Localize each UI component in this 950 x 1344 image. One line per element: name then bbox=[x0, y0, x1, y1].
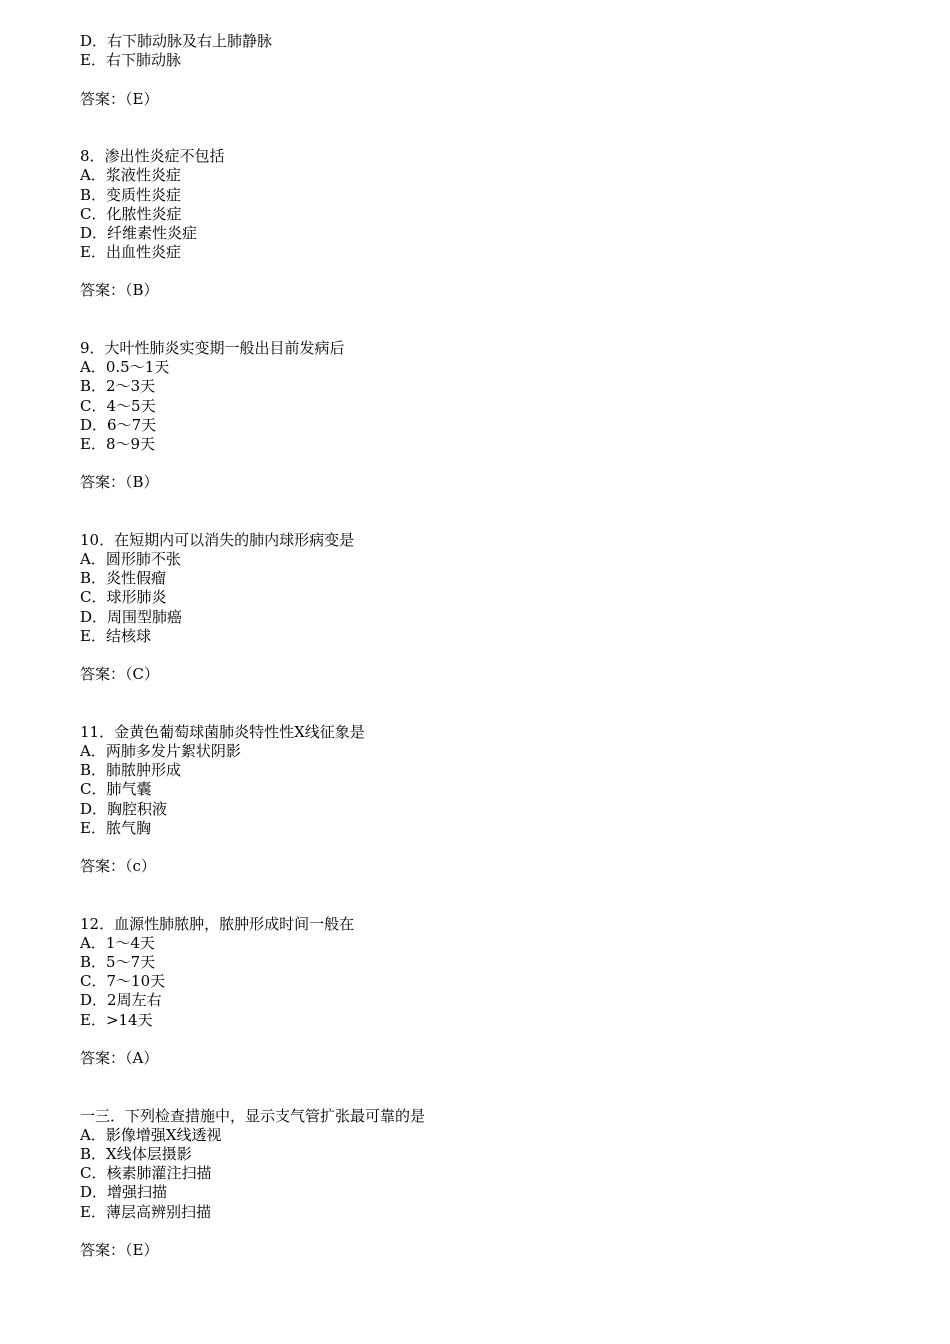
option-d: D．右下肺动脉及右上肺静脉 bbox=[80, 32, 273, 50]
option-a: A．浆液性炎症 bbox=[80, 166, 181, 185]
option-d: D．6～7天 bbox=[80, 415, 157, 434]
question-stem: 10．在短期内可以消失的肺内球形病变是 bbox=[80, 530, 355, 549]
option-c: C．肺气囊 bbox=[80, 780, 152, 799]
answer: 答案：（C） bbox=[80, 665, 159, 684]
question-13 bbox=[80, 1107, 900, 1261]
option-b: B．X线体层摄影 bbox=[80, 1144, 192, 1163]
option-b: B．变质性炎症 bbox=[80, 185, 182, 204]
answer: 答案：（A） bbox=[80, 1049, 159, 1068]
option-e: E．右下肺动脉 bbox=[80, 51, 181, 70]
option-a: A．圆形肺不张 bbox=[80, 550, 181, 569]
question-12 bbox=[80, 915, 900, 1069]
option-e: E．>14天 bbox=[80, 1010, 153, 1029]
answer: 答案：（E） bbox=[80, 1240, 159, 1259]
question-stem: 9．大叶性肺炎实变期一般出目前发病后 bbox=[80, 339, 345, 358]
question-stem: 一三．下列检查措施中，显示支气管扩张最可靠的是 bbox=[80, 1106, 426, 1125]
option-b: B．炎性假瘤 bbox=[80, 569, 167, 588]
answer: 答案：（E） bbox=[80, 89, 159, 108]
question-10 bbox=[80, 531, 900, 685]
answer: 答案：（c） bbox=[80, 857, 156, 876]
document-page bbox=[80, 32, 900, 1260]
option-c: C．核素肺灌注扫描 bbox=[80, 1164, 212, 1183]
option-e: E．薄层高辨别扫描 bbox=[80, 1202, 211, 1221]
previous-question bbox=[80, 32, 900, 109]
option-c: C．4～5天 bbox=[80, 396, 156, 415]
option-e: E．脓气胸 bbox=[80, 818, 151, 837]
question-stem: 12．血源性肺脓肿，脓肿形成时间一般在 bbox=[80, 914, 355, 933]
question-9 bbox=[80, 339, 900, 493]
option-b: B．肺脓肿形成 bbox=[80, 761, 182, 780]
option-d: D．2周左右 bbox=[80, 991, 162, 1010]
question-11 bbox=[80, 723, 900, 877]
option-d: D．增强扫描 bbox=[80, 1183, 168, 1202]
answer: 答案：（B） bbox=[80, 281, 159, 300]
question-stem: 8．渗出性炎症不包括 bbox=[80, 147, 225, 166]
question-stem: 11．金黄色葡萄球菌肺炎特性性X线征象是 bbox=[80, 722, 365, 741]
option-c: C．7～10天 bbox=[80, 972, 166, 991]
option-d: D．周围型肺癌 bbox=[80, 607, 183, 626]
option-d: D．胸腔积液 bbox=[80, 799, 168, 818]
option-b: B．2～3天 bbox=[80, 377, 156, 396]
option-a: A．0.5～1天 bbox=[80, 358, 170, 377]
option-a: A．两肺多发片絮状阴影 bbox=[80, 742, 241, 760]
option-a: A．影像增强X线透视 bbox=[80, 1125, 222, 1144]
option-e: E．结核球 bbox=[80, 626, 151, 645]
answer: 答案：（B） bbox=[80, 473, 159, 492]
option-b: B．5～7天 bbox=[80, 953, 156, 972]
question-8 bbox=[80, 147, 900, 301]
option-e: E．8～9天 bbox=[80, 434, 156, 453]
option-c: C．化脓性炎症 bbox=[80, 204, 182, 223]
option-e: E．出血性炎症 bbox=[80, 243, 181, 262]
option-c: C．球形肺炎 bbox=[80, 588, 167, 607]
option-a: A．1～4天 bbox=[80, 933, 155, 952]
option-d: D．纤维素性炎症 bbox=[80, 223, 198, 242]
